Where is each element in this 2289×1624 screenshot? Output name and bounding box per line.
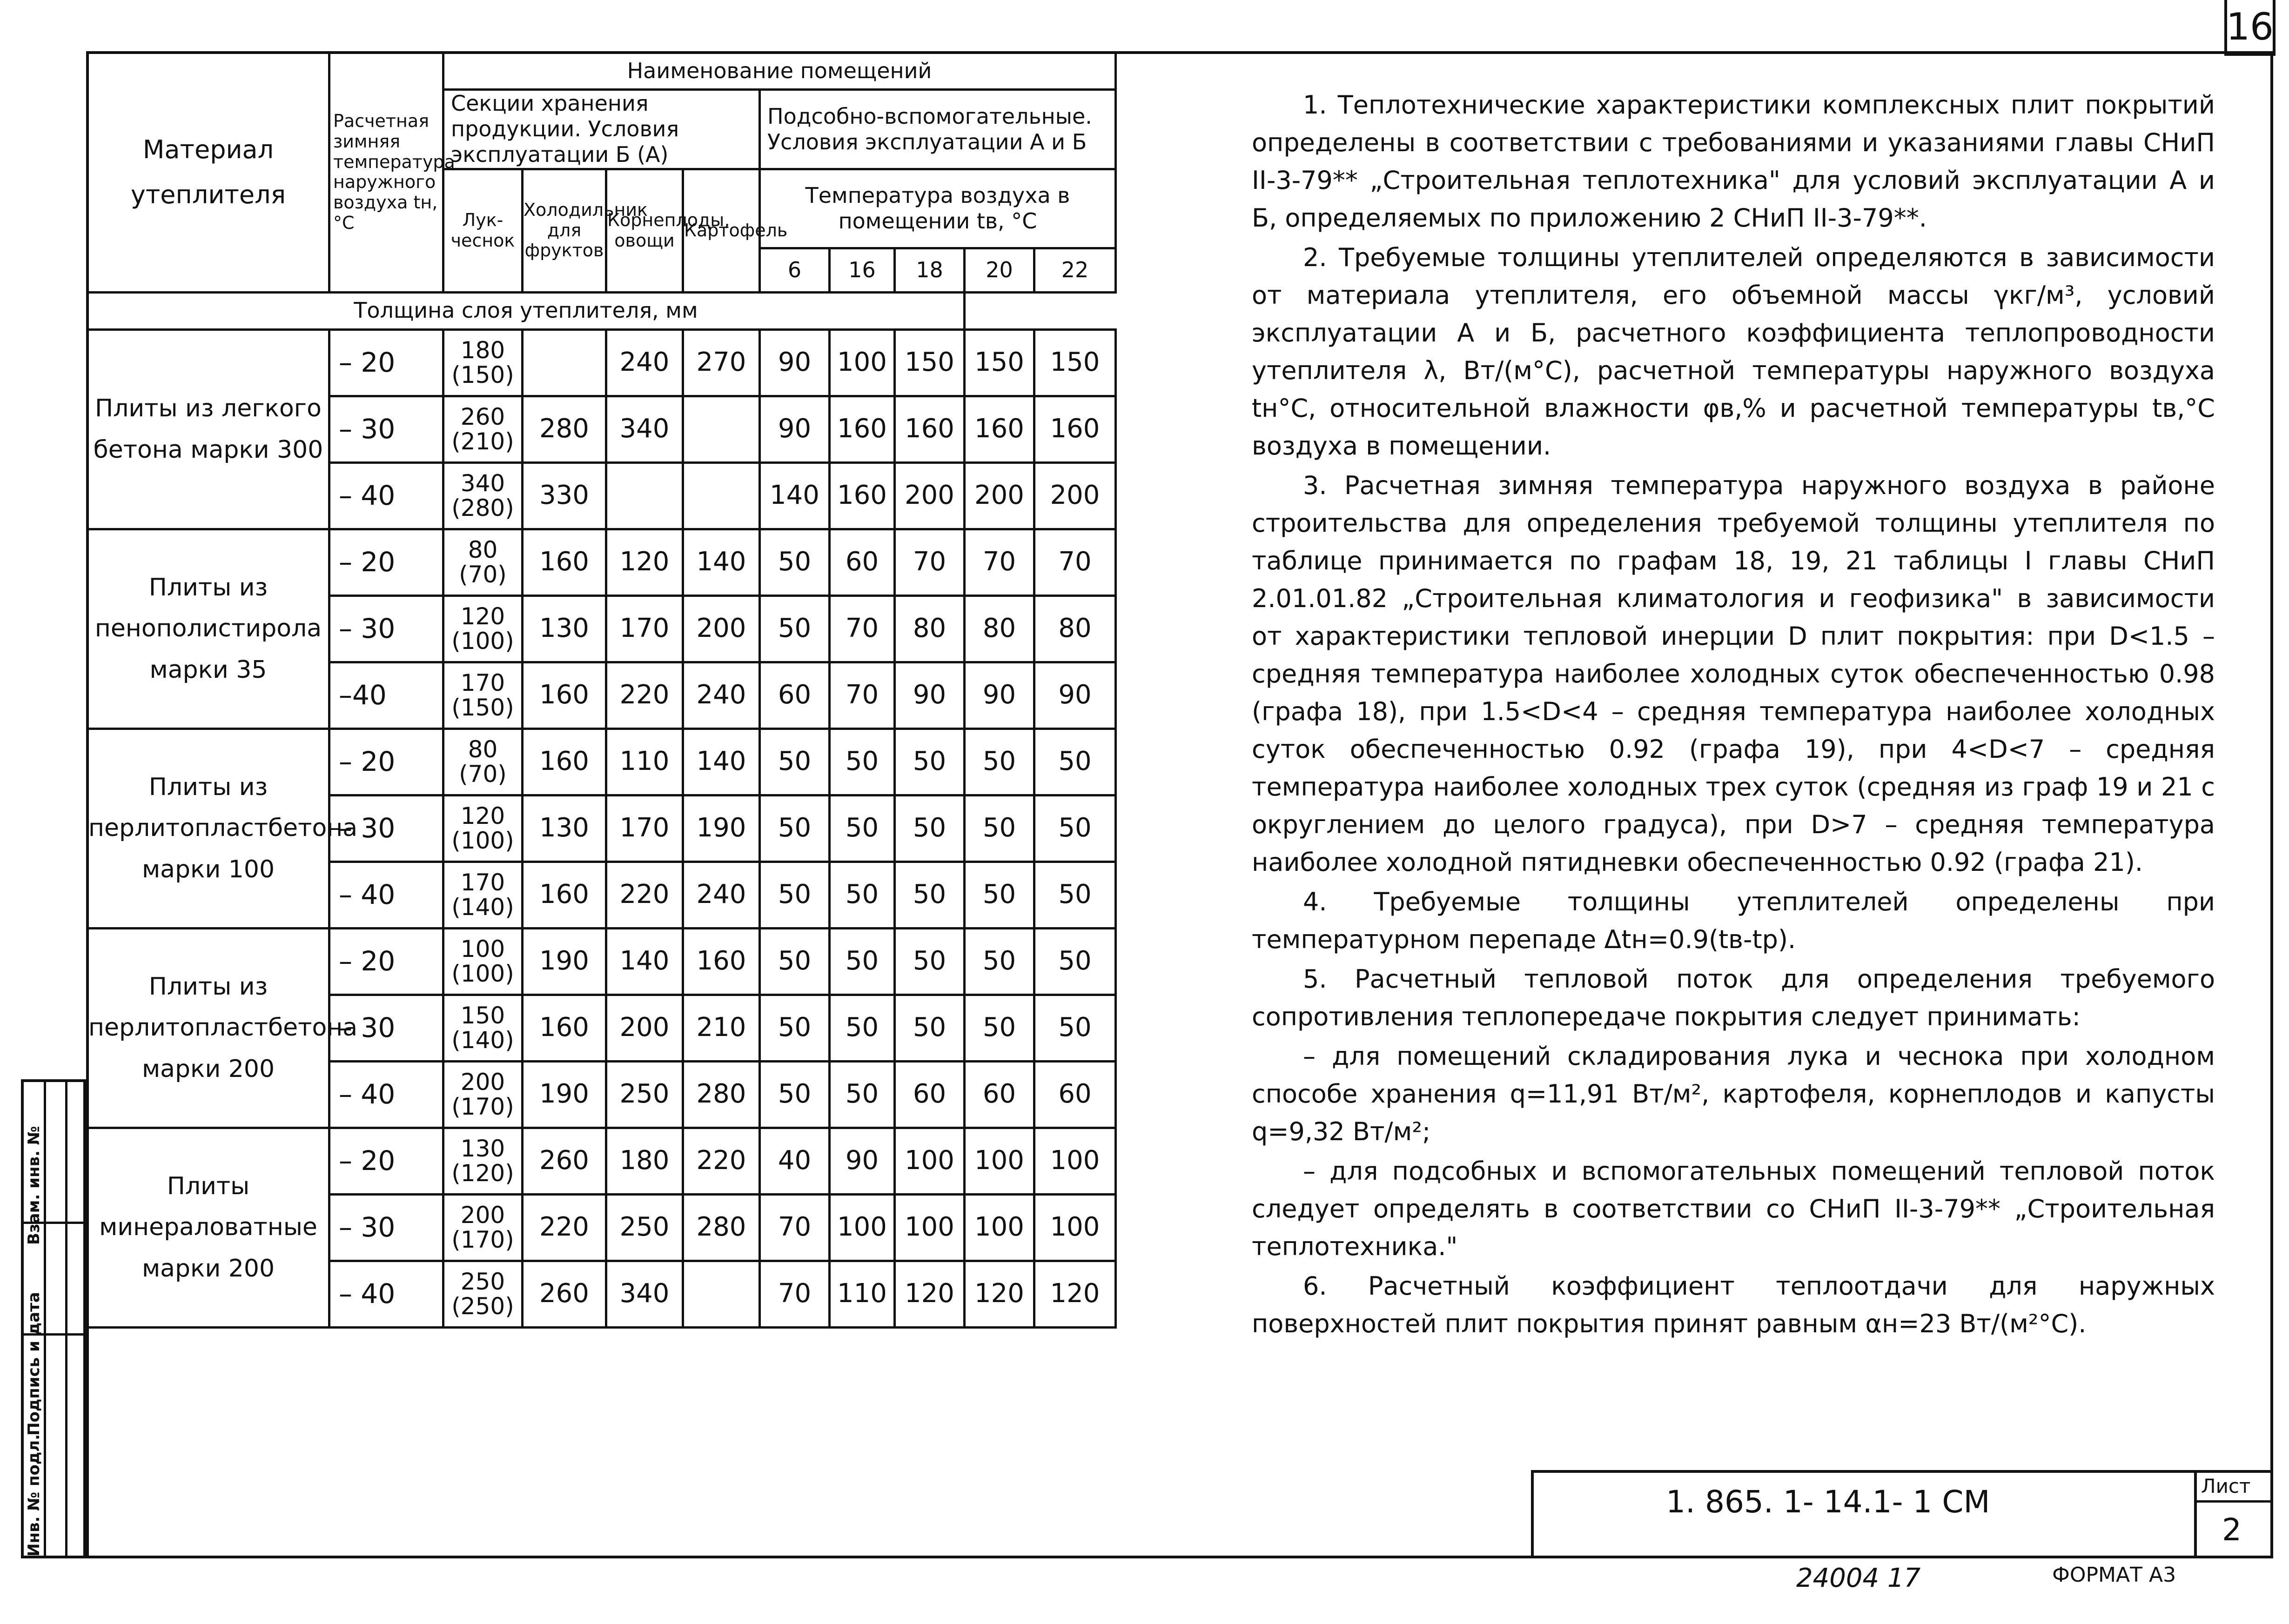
thickness-cell: [523, 329, 606, 396]
thickness-cell: 240: [606, 329, 683, 396]
thickness-cell: 60: [1034, 1061, 1116, 1128]
header-inner-temp-value: 20: [965, 248, 1034, 292]
thickness-cell: [606, 462, 683, 529]
material-name: Плиты из перлитопластбетона марки 200: [87, 928, 329, 1128]
notes-block: [1252, 86, 2215, 1344]
side-divider: [24, 1333, 83, 1336]
thickness-cell: 70: [830, 595, 895, 662]
paper-format: ФОРМАТ А3: [2052, 1563, 2176, 1587]
design-temp-cell: – 40: [329, 1261, 443, 1327]
thickness-cell: 90: [760, 329, 830, 396]
thickness-cell: 50: [965, 728, 1034, 795]
side-col-2: [46, 1082, 67, 1556]
thickness-cell: 200: [965, 462, 1034, 529]
thickness-cell: 50: [760, 728, 830, 795]
sheet-divider: [2194, 1500, 2273, 1503]
thickness-cell: 70: [830, 662, 895, 728]
note-paragraph: 6. Расчетный коэффициент теплоотдачи для наружных поверхностей плит покрытия принят равным αн=23 Вт/(м²°С).: [1252, 1271, 2215, 1338]
header-inner-temp: Температура воздуха в помещении tв, °С: [760, 169, 1116, 248]
thickness-cell: 200: [683, 595, 760, 662]
note-paragraph: 4. Требуемые толщины утеплителей определены при температурном перепаде Δtн=0.9(tв-tр).: [1252, 887, 2215, 954]
thickness-cell: 140: [683, 529, 760, 595]
thickness-cell: 120: [895, 1261, 965, 1327]
thickness-cell: 280: [683, 1194, 760, 1261]
thickness-cell: 50: [895, 862, 965, 928]
thickness-cell: 50: [830, 862, 895, 928]
thickness-cell: 50: [760, 795, 830, 862]
design-temp-cell: – 20: [329, 728, 443, 795]
thickness-cell: 160: [683, 928, 760, 995]
thickness-cell: 100: [965, 1128, 1034, 1194]
thickness-cell: 120 (100): [443, 795, 523, 862]
side-stamp-strip: [21, 1079, 86, 1558]
table-row: [87, 1128, 1116, 1194]
thickness-cell: 60: [965, 1061, 1034, 1128]
thickness-cell: 200 (170): [443, 1194, 523, 1261]
design-temp-cell: – 30: [329, 1194, 443, 1261]
thickness-cell: 50: [830, 928, 895, 995]
thickness-cell: 50: [1034, 862, 1116, 928]
thickness-cell: 70: [760, 1194, 830, 1261]
thickness-cell: 250: [606, 1061, 683, 1128]
design-temp-cell: – 30: [329, 595, 443, 662]
thickness-cell: 70: [1034, 529, 1116, 595]
thickness-cell: 100: [895, 1194, 965, 1261]
thickness-cell: 50: [895, 728, 965, 795]
thickness-cell: 220: [523, 1194, 606, 1261]
header-thickness: Толщина слоя утеплителя, мм: [87, 292, 965, 329]
table-row: [87, 529, 1116, 595]
header-auxiliary: Подсобно-вспомогательные. Условия эксплуатации А и Б: [760, 90, 1116, 169]
thickness-cell: 180: [606, 1128, 683, 1194]
side-divider: [24, 1222, 83, 1224]
thickness-cell: 340: [606, 1261, 683, 1327]
document-code: 1. 865. 1- 14.1- 1 СМ: [1666, 1484, 1990, 1520]
thickness-cell: 90: [760, 396, 830, 462]
thickness-cell: 110: [606, 728, 683, 795]
thickness-cell: 190: [523, 928, 606, 995]
thickness-cell: 270: [683, 329, 760, 396]
design-temp-cell: – 40: [329, 862, 443, 928]
thickness-cell: 120: [606, 529, 683, 595]
thickness-cell: 150: [1034, 329, 1116, 396]
thickness-cell: 130 (120): [443, 1128, 523, 1194]
thickness-cell: 190: [523, 1061, 606, 1128]
thickness-cell: 280: [523, 396, 606, 462]
thickness-cell: 250: [606, 1194, 683, 1261]
header-material: Материал утеплителя: [87, 53, 329, 293]
thickness-cell: 340: [606, 396, 683, 462]
thickness-cell: 50: [1034, 795, 1116, 862]
thickness-cell: 80: [965, 595, 1034, 662]
thickness-cell: 160: [523, 662, 606, 728]
design-temp-cell: – 40: [329, 462, 443, 529]
thickness-cell: 160: [1034, 396, 1116, 462]
thickness-cell: 50: [1034, 728, 1116, 795]
thickness-cell: 50: [830, 995, 895, 1061]
design-temp-cell: – 30: [329, 396, 443, 462]
header-storage: Секции хранения продукции. Условия эксплуатации Б (А): [443, 90, 760, 169]
thickness-cell: 110: [830, 1261, 895, 1327]
thickness-cell: 170: [606, 795, 683, 862]
thickness-cell: 140: [760, 462, 830, 529]
thickness-cell: 50: [965, 862, 1034, 928]
thickness-cell: [683, 396, 760, 462]
thickness-cell: 90: [965, 662, 1034, 728]
thickness-cell: 50: [1034, 928, 1116, 995]
material-name: Плиты минераловатные марки 200: [87, 1128, 329, 1327]
thickness-cell: 50: [965, 795, 1034, 862]
design-temp-cell: – 20: [329, 1128, 443, 1194]
header-design-temp: Расчетная зимняя температура наружного воздуха tн, °С: [329, 53, 443, 293]
header-onion: Лук-чеснок: [443, 169, 523, 292]
thickness-cell: 90: [1034, 662, 1116, 728]
thickness-cell: 50: [760, 928, 830, 995]
thickness-cell: 50: [760, 595, 830, 662]
thickness-cell: 200: [1034, 462, 1116, 529]
thickness-cell: 50: [895, 995, 965, 1061]
inventory-number: 24004 17: [1796, 1563, 1921, 1593]
header-premises: Наименование помещений: [443, 53, 1116, 90]
design-temp-cell: – 30: [329, 995, 443, 1061]
table-row: [87, 728, 1116, 795]
note-paragraph: 2. Требуемые толщины утеплителей определяются в зависимости от материала утеплителя, его объемной массы γкг/м³, условий эксплуатации А и Б, расчетного коэффициента теплопроводности утеплителя λ, Вт/(м°С), расчетной температуры наружного воздуха tн°С, относительной влажности φв,% и расчетной температуры tв,°С воздуха в помещении.: [1252, 243, 2215, 461]
note-paragraph: – для подсобных и вспомогательных помещений тепловой поток следует определять в соответствии со СНиП II-3-79** „Строительная теплотехника.": [1252, 1156, 2215, 1261]
thickness-cell: 260 (210): [443, 396, 523, 462]
thickness-cell: 160: [965, 396, 1034, 462]
thickness-cell: 120: [965, 1261, 1034, 1327]
thickness-cell: 250 (250): [443, 1261, 523, 1327]
thickness-cell: 80: [895, 595, 965, 662]
thickness-cell: 160: [523, 728, 606, 795]
thickness-cell: 70: [895, 529, 965, 595]
thickness-cell: 100: [1034, 1128, 1116, 1194]
side-label-inv: Инв. № подл.: [25, 1434, 43, 1557]
thickness-cell: 70: [760, 1261, 830, 1327]
thickness-cell: 260: [523, 1128, 606, 1194]
thickness-cell: 90: [830, 1128, 895, 1194]
thickness-cell: 220: [606, 862, 683, 928]
design-temp-cell: – 20: [329, 529, 443, 595]
design-temp-cell: – 20: [329, 928, 443, 995]
thickness-cell: 80 (70): [443, 529, 523, 595]
thickness-cell: [683, 462, 760, 529]
thickness-cell: 200: [895, 462, 965, 529]
thickness-cell: 160: [523, 995, 606, 1061]
header-potato: Картофель: [683, 169, 760, 292]
thickness-cell: 170 (140): [443, 862, 523, 928]
header-inner-temp-value: 6: [760, 248, 830, 292]
design-temp-cell: – 40: [329, 1061, 443, 1128]
sheet-label: Лист: [2201, 1475, 2251, 1497]
thickness-cell: 330: [523, 462, 606, 529]
design-temp-cell: – 20: [329, 329, 443, 396]
thickness-cell: 50: [965, 928, 1034, 995]
header-roots: Корнеплоды, овощи: [606, 169, 683, 292]
side-label-replace: Взам. инв. №: [25, 1126, 43, 1245]
side-label-sign: Подпись и дата: [25, 1292, 43, 1436]
insulation-thickness-table: [86, 51, 1117, 1329]
header-inner-temp-value: 22: [1034, 248, 1116, 292]
thickness-cell: 130: [523, 795, 606, 862]
thickness-cell: 50: [965, 995, 1034, 1061]
thickness-cell: 60: [760, 662, 830, 728]
thickness-cell: 280: [683, 1061, 760, 1128]
material-name: Плиты из легкого бетона марки 300: [87, 329, 329, 529]
thickness-cell: 140: [606, 928, 683, 995]
thickness-cell: 100: [895, 1128, 965, 1194]
thickness-cell: 150: [965, 329, 1034, 396]
thickness-cell: 140: [683, 728, 760, 795]
thickness-cell: 220: [606, 662, 683, 728]
thickness-cell: 60: [830, 529, 895, 595]
thickness-cell: 120: [1034, 1261, 1116, 1327]
thickness-cell: 50: [895, 928, 965, 995]
thickness-cell: 160: [523, 862, 606, 928]
material-name: Плиты из пенополистирола марки 35: [87, 529, 329, 728]
thickness-cell: 160: [895, 396, 965, 462]
note-paragraph: – для помещений складирования лука и чеснока при холодном способе хранения q=11,91 Вт/м², картофеля, корнеплодов и капусты q=9,32 Вт/м²;: [1252, 1042, 2215, 1146]
note-paragraph: 5. Расчетный тепловой поток для определения требуемого сопротивления теплопередаче покрытия следует принимать:: [1252, 964, 2215, 1031]
table-row: [87, 329, 1116, 396]
thickness-cell: 50: [895, 795, 965, 862]
thickness-cell: 180 (150): [443, 329, 523, 396]
thickness-cell: 70: [965, 529, 1034, 595]
thickness-cell: 200: [606, 995, 683, 1061]
thickness-cell: 80 (70): [443, 728, 523, 795]
thickness-cell: 80: [1034, 595, 1116, 662]
header-inner-temp-value: 16: [830, 248, 895, 292]
design-temp-cell: –40: [329, 662, 443, 728]
note-paragraph: 1. Теплотехнические характеристики комплексных плит покрытий определены в соответствии с требованиями и указаниями главы СНиП II-3-79** „Строительная теплотехника" для условий эксплуатации А и Б, определяемых по приложению 2 СНиП II-3-79**.: [1252, 90, 2215, 233]
thickness-cell: 260: [523, 1261, 606, 1327]
thickness-cell: 100 (100): [443, 928, 523, 995]
thickness-cell: 100: [830, 329, 895, 396]
thickness-cell: 240: [683, 862, 760, 928]
thickness-cell: 50: [760, 862, 830, 928]
thickness-cell: 160: [830, 396, 895, 462]
corner-number-text: 16: [2226, 5, 2274, 48]
thickness-cell: 100: [1034, 1194, 1116, 1261]
thickness-cell: 60: [895, 1061, 965, 1128]
thickness-cell: 90: [895, 662, 965, 728]
thickness-cell: 160: [523, 529, 606, 595]
thickness-cell: 210: [683, 995, 760, 1061]
design-temp-cell: – 30: [329, 795, 443, 862]
thickness-cell: 50: [830, 1061, 895, 1128]
sheet-number: 2: [2222, 1512, 2242, 1548]
thickness-cell: 240: [683, 662, 760, 728]
thickness-cell: 100: [830, 1194, 895, 1261]
thickness-cell: 100: [965, 1194, 1034, 1261]
thickness-cell: 50: [760, 1061, 830, 1128]
thickness-cell: 50: [830, 795, 895, 862]
thickness-cell: 50: [830, 728, 895, 795]
thickness-cell: 190: [683, 795, 760, 862]
thickness-cell: 340 (280): [443, 462, 523, 529]
note-paragraph: 3. Расчетная зимняя температура наружного воздуха в районе строительства для определения требуемой толщины утеплителя по таблице принимается по графам 18, 19, 21 таблицы I главы СНиП 2.01.01.82 „Строительная климатология и геофизика" в зависимости от характеристики тепловой инерции D плит покрытия: при D<1.5 – средняя температура наиболее холодных суток обеспеченностью 0.98 (графа 18), при 1.5<D<4 – средняя температура наиболее холодных суток обеспеченностью 0.92 (графа 19), при 4<D<7 – средняя температура наиболее холодных трех суток (средняя из граф 19 и 21 с округлением до целого градуса), при D>7 – средняя температура наиболее холодной пятидневки обеспеченностью 0.92 (графа 21).: [1252, 471, 2215, 877]
header-fridge: Холодильник для фруктов: [523, 169, 606, 292]
thickness-cell: 170 (150): [443, 662, 523, 728]
thickness-cell: 40: [760, 1128, 830, 1194]
thickness-cell: 50: [760, 529, 830, 595]
thickness-cell: 50: [1034, 995, 1116, 1061]
thickness-cell: 200 (170): [443, 1061, 523, 1128]
corner-page-number: [2224, 0, 2276, 56]
thickness-cell: 120 (100): [443, 595, 523, 662]
thickness-cell: 160: [830, 462, 895, 529]
thickness-cell: 170: [606, 595, 683, 662]
thickness-cell: 130: [523, 595, 606, 662]
material-name: Плиты из перлитопластбетона марки 100: [87, 728, 329, 928]
table-row: [87, 928, 1116, 995]
header-inner-temp-value: 18: [895, 248, 965, 292]
thickness-cell: 150 (140): [443, 995, 523, 1061]
thickness-cell: 220: [683, 1128, 760, 1194]
thickness-cell: 50: [760, 995, 830, 1061]
thickness-cell: [683, 1261, 760, 1327]
thickness-cell: 150: [895, 329, 965, 396]
